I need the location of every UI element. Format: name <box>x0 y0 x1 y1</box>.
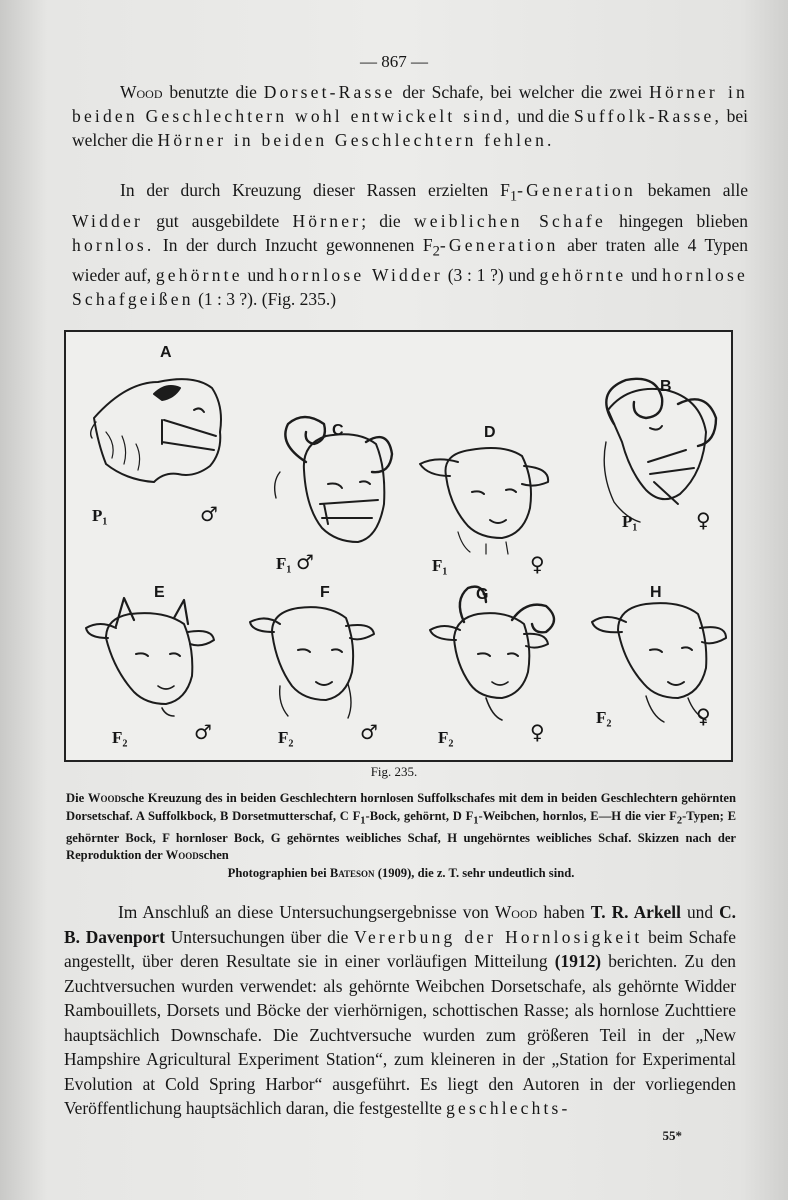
paragraph-arkell-davenport: Im Anschluß an diese Untersuchungsergebnisse von Wood haben T. R. Arkell und C. B. Davenport Untersuchungen über die Vererbung der Hornlosigkeit beim Schafe angestellt, über deren Resultate sie in einer vorläufigen Mitteilung (1912) berichten. Zu den Zuchtversuchen wurden verwendet: als gehörnte Weibchen Dorsetschafe, als gehörnte Widder Rambouillets, Dorsets und Böcke der vierhörnigen, schottischen Rasse; als hornlose Zuchttiere hauptsächlich Downschafe. Die Zuchtversuche wurden zum größeren Teil in der „New Hampshire Agricultural Experiment Station“, zum kleineren in der „Station for Experimental Evolution at Cold Spring Harbor“ ausgeführt. Es liegt den Autoren in der vorliegenden Veröffentlichung hauptsächlich daran, die festgestellte geschlechts- <box>64 902 736 1118</box>
male-symbol-c: ♂ <box>296 550 314 574</box>
signature-mark: 55* <box>662 1128 682 1143</box>
paragraph-wood-intro: Wood benutzte die Dorset-Rasse der Schafe, bei welcher die zwei Hörner in beiden Geschlechtern wohl entwickelt sind, und die Suffolk-Rasse, bei welcher die Hörner in beiden Geschlechtern fehlen. <box>72 82 748 150</box>
label-e: E <box>154 584 165 601</box>
label-g: G <box>476 586 489 603</box>
figure-235 <box>64 330 733 762</box>
paragraph-f1-f2-results: In der durch Kreuzung dieser Rassen erzielten $F_1$-Generation bekamen alle Widder gut ausgebildete Hörner; die weiblichen Schafe hingegen blieben hornlos. In der durch Inzucht gewonnenen $F_2$-Generation aber traten alle 4 Typen wieder auf, gehörnte und hornlose Widder (3 : 1 ?) und gehörnte und hornlose Schafgeißen (1 : 3 ?). (Fig. 235.) <box>72 180 749 309</box>
male-symbol-e: ♂ <box>194 720 212 744</box>
generation-a: P₁ <box>92 506 108 525</box>
label-f: F <box>320 584 330 601</box>
sheep-head-d <box>420 448 548 554</box>
generation-e: F₂ <box>112 728 128 747</box>
label-c: C <box>332 422 344 439</box>
page-number: — 867 — <box>360 52 428 71</box>
sheep-head-b <box>604 379 716 522</box>
generation-f: F₂ <box>278 728 294 747</box>
figure-number: Fig. 235. <box>370 764 418 779</box>
generation-d: F₁ <box>432 556 448 575</box>
female-symbol-h: ♀ <box>696 704 711 728</box>
generation-c: F₁ <box>276 554 292 573</box>
figure-caption: Die Woodsche Kreuzung des in beiden Geschlechtern hornlosen Suffolkschafes mit dem in beiden Geschlechtern gehörnten Dorsetschaf. A Suffolkbock, B Dorsetmutterschaf, C $F_1$-Bock, gehörnt, D $F_1$-Weibchen, hornlos, E—H die vier $F_2$-Typen; E gehörnter Bock, F hornloser Bock, G gehörntes weibliches Schaf, H ungehörntes weibliches Schaf. Skizzen nach der Reproduktion der Woodschen Photographien bei Bateson (1909), die z. T. sehr undeutlich sind. <box>66 791 737 880</box>
sheep-head-f <box>250 607 374 718</box>
label-d: D <box>484 424 496 441</box>
sheep-head-a <box>91 379 221 482</box>
female-symbol-b: ♀ <box>696 508 711 532</box>
label-h: H <box>650 584 662 601</box>
label-b: B <box>660 378 672 395</box>
generation-g: F₂ <box>438 728 454 747</box>
generation-b: P₁ <box>622 512 638 531</box>
male-symbol-a: ♂ <box>200 502 218 526</box>
sheep-head-g <box>430 587 554 720</box>
label-a: A <box>160 344 172 361</box>
male-symbol-f: ♂ <box>360 720 378 744</box>
sheep-head-e <box>86 598 214 716</box>
generation-h: F₂ <box>596 708 612 727</box>
female-symbol-g: ♀ <box>530 720 545 744</box>
sheep-sketches <box>66 332 731 760</box>
female-symbol-d: ♀ <box>530 552 545 576</box>
